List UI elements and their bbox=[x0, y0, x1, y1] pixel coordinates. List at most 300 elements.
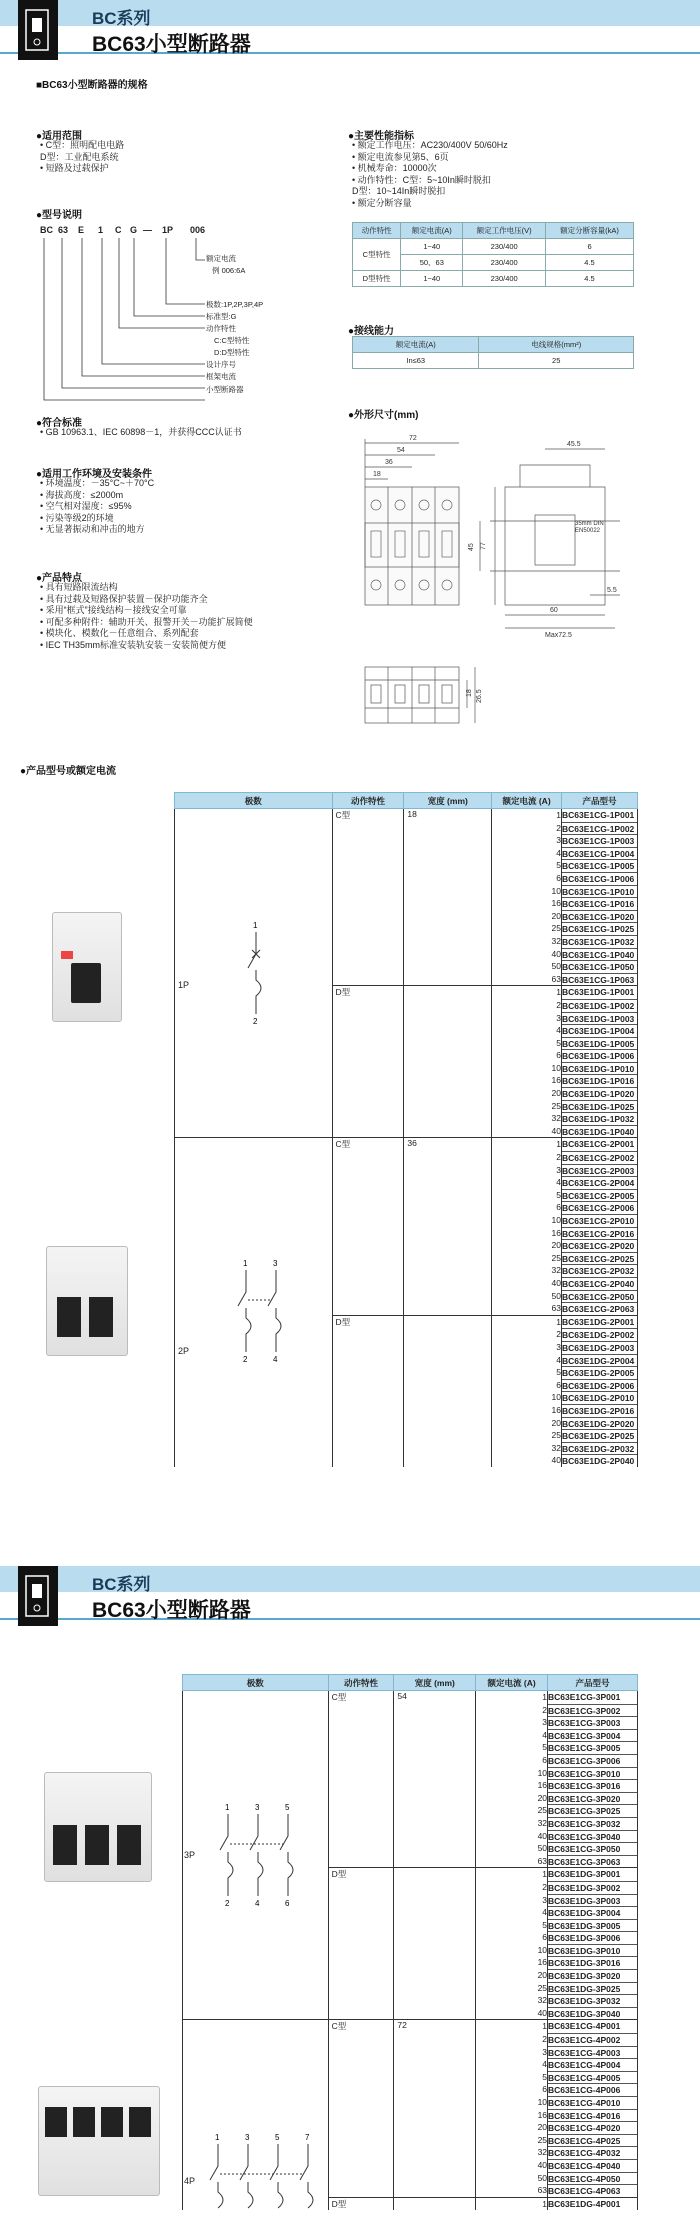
width-value: 18 bbox=[407, 809, 417, 819]
model-number: BC63E1CG-3P006 bbox=[548, 1754, 637, 1767]
rated-current: 16 bbox=[551, 898, 561, 909]
width-cell bbox=[404, 986, 492, 1138]
rated-current: 40 bbox=[551, 1455, 561, 1466]
model-number: BC63E1CG-2P063 bbox=[562, 1302, 637, 1315]
rated-current: 4 bbox=[542, 2059, 548, 2070]
model-cell bbox=[561, 1315, 637, 1467]
current-cell bbox=[492, 809, 562, 986]
terminal-label: 1 bbox=[253, 921, 258, 930]
model-number: BC63E1DG-2P006 bbox=[562, 1379, 637, 1392]
rated-current: 3 bbox=[556, 835, 561, 846]
cell: 1~40 bbox=[401, 239, 463, 255]
rated-current: 2 bbox=[556, 822, 561, 833]
column-header: 动作特性 bbox=[332, 793, 404, 809]
product-image-2p bbox=[46, 1246, 128, 1356]
rated-current: 40 bbox=[537, 2159, 548, 2170]
current-cell bbox=[476, 2020, 548, 2197]
breaker-logo-icon bbox=[18, 0, 58, 60]
cell: D型特性 bbox=[353, 271, 401, 287]
model-number: BC63E1CG-4P032 bbox=[548, 2146, 637, 2159]
column-header: 额定电流 (A) bbox=[476, 1675, 548, 1691]
dim-din: 35mm DIN bbox=[575, 521, 604, 527]
model-number: BC63E1DG-1P004 bbox=[562, 1024, 637, 1037]
page-title: BC63小型断路器 bbox=[92, 1599, 251, 1622]
table-row bbox=[353, 353, 634, 369]
env-line: • 空气相对湿度：≤95% bbox=[40, 501, 132, 511]
cell: 230/400 bbox=[463, 271, 546, 287]
rated-current: 25 bbox=[551, 1252, 561, 1263]
column-header: 动作特性 bbox=[328, 1675, 394, 1691]
model-number: BC63E1DG-1P040 bbox=[562, 1125, 637, 1138]
current-cell bbox=[492, 1315, 562, 1467]
model-cell bbox=[561, 1138, 637, 1315]
note-d: D:D型特性 bbox=[214, 348, 250, 357]
feature-line: • 采用“框式”接线结构－接线安全可靠 bbox=[40, 605, 187, 615]
rated-current: 16 bbox=[551, 1404, 561, 1415]
model-number: BC63E1DG-3P001 bbox=[548, 1869, 621, 1880]
width-value: 54 bbox=[397, 1691, 407, 1701]
model-number: BC63E1CG-2P006 bbox=[562, 1201, 637, 1214]
model-number: BC63E1CG-2P025 bbox=[562, 1252, 637, 1265]
width-value: 36 bbox=[407, 1138, 417, 1149]
wiring-table bbox=[352, 336, 634, 369]
rated-current: 16 bbox=[551, 1075, 561, 1086]
rated-current: 40 bbox=[551, 1277, 561, 1288]
terminal-label: 2 bbox=[225, 1899, 230, 1908]
terminal-label: 1 bbox=[215, 2133, 220, 2142]
model-number: BC63E1CG-3P002 bbox=[548, 1704, 637, 1717]
rated-current: 25 bbox=[537, 1805, 548, 1816]
model-number: BC63E1DG-1P025 bbox=[562, 1100, 637, 1113]
model-number: BC63E1CG-1P050 bbox=[562, 960, 637, 973]
rated-current: 2 bbox=[556, 999, 561, 1010]
dim-18-bottom: 18 bbox=[466, 689, 473, 697]
model-number: BC63E1DG-1P016 bbox=[562, 1074, 637, 1087]
model-number: BC63E1DG-2P032 bbox=[562, 1442, 637, 1455]
scope-line: D型：工业配电系统 bbox=[40, 151, 119, 162]
perf-title: ●主要性能指标 bbox=[348, 131, 415, 142]
rated-current: 40 bbox=[537, 2007, 548, 2018]
current-cell bbox=[476, 1868, 548, 2020]
model-number: BC63E1CG-1P004 bbox=[562, 847, 637, 860]
wiring-symbol-2p bbox=[228, 1256, 298, 1366]
dim-36: 36 bbox=[385, 459, 393, 466]
rated-current: 1 bbox=[556, 810, 561, 820]
model-note: 额定电流 bbox=[206, 254, 236, 263]
model-number: BC63E1DG-1P005 bbox=[562, 1037, 637, 1050]
poles-label-4p: 4P bbox=[184, 2176, 196, 2186]
trip-type-label: D型 bbox=[331, 1869, 347, 1880]
rated-current: 20 bbox=[537, 1970, 548, 1981]
model-number: BC63E1DG-2P005 bbox=[562, 1366, 637, 1379]
rated-current: 1 bbox=[542, 1869, 548, 1880]
model-number: BC63E1DG-1P010 bbox=[562, 1062, 637, 1075]
rated-current: 63 bbox=[551, 973, 561, 984]
model-number: BC63E1CG-2P001 bbox=[561, 1139, 635, 1150]
rated-current: 32 bbox=[537, 1817, 548, 1828]
model-number: BC63E1DG-4P001 bbox=[548, 2198, 621, 2209]
table-header-row bbox=[353, 223, 634, 239]
current-cell bbox=[476, 1691, 548, 1868]
rated-current: 4 bbox=[542, 1729, 548, 1740]
product-image-3p bbox=[44, 1772, 152, 1882]
column-header: 产品型号 bbox=[548, 1675, 638, 1691]
perf-line: D型：10~14In瞬时脱扣 bbox=[352, 186, 446, 196]
rated-current: 63 bbox=[537, 1855, 548, 1866]
code-part: BC bbox=[40, 225, 53, 235]
model-number: BC63E1CG-1P040 bbox=[562, 948, 637, 961]
model-number: BC63E1CG-1P016 bbox=[562, 897, 637, 910]
rated-current: 40 bbox=[537, 1830, 548, 1841]
rated-current: 4 bbox=[556, 1354, 561, 1365]
rated-current: 2 bbox=[556, 1152, 561, 1163]
model-number: BC63E1CG-4P063 bbox=[548, 2184, 637, 2197]
rated-current: 2 bbox=[542, 1881, 548, 1892]
cell: In≤63 bbox=[353, 353, 479, 369]
terminal-label: 3 bbox=[273, 1259, 278, 1268]
trip-type-cell bbox=[332, 1138, 404, 1315]
list-title: ●产品型号或额定电流 bbox=[20, 766, 117, 777]
code-part: 006 bbox=[190, 225, 206, 235]
column-header: 宽度 (mm) bbox=[404, 793, 492, 809]
model-number: BC63E1DG-3P016 bbox=[548, 1956, 637, 1969]
wiring-symbol-3p bbox=[216, 1800, 306, 1910]
note-frame: 框架电流 bbox=[206, 372, 236, 381]
poles-label-3p: 3P bbox=[184, 1850, 196, 1860]
model-number: BC63E1DG-2P016 bbox=[562, 1404, 637, 1417]
rated-current: 50 bbox=[551, 1290, 561, 1301]
rated-current: 10 bbox=[537, 2097, 548, 2107]
table-row bbox=[353, 271, 634, 287]
model-number: BC63E1CG-2P032 bbox=[562, 1264, 637, 1277]
trip-type-cell bbox=[328, 1868, 394, 2020]
terminal-label: 2 bbox=[243, 1355, 248, 1364]
column-header: 极数 bbox=[175, 793, 333, 809]
rated-current: 6 bbox=[556, 872, 561, 883]
standard-title: ●符合标准 bbox=[36, 418, 83, 429]
rated-current: 6 bbox=[542, 1754, 548, 1765]
model-number: BC63E1CG-3P050 bbox=[548, 1842, 637, 1855]
feature-line: • 可配多种附件：辅助开关、报警开关－功能扩展简便 bbox=[40, 616, 253, 627]
note-design: 设计序号 bbox=[206, 360, 236, 369]
cell: 230/400 bbox=[463, 239, 546, 255]
model-number: BC63E1DG-2P020 bbox=[562, 1417, 637, 1430]
code-part: — bbox=[143, 225, 152, 235]
rated-current: 50 bbox=[551, 961, 561, 972]
rated-current: 25 bbox=[551, 1100, 561, 1111]
cell: 1~40 bbox=[401, 271, 463, 287]
perf-list bbox=[352, 140, 508, 209]
spec-title: ■BC63小型断路器的规格 bbox=[36, 80, 148, 91]
rated-current: 10 bbox=[551, 1215, 561, 1225]
note-mcb: 小型断路器 bbox=[206, 385, 244, 394]
model-number: BC63E1DG-3P032 bbox=[548, 1994, 637, 2007]
model-notes bbox=[206, 253, 245, 277]
column-header: 额定工作电压(V) bbox=[463, 223, 546, 239]
note-standard: 标准型:G bbox=[206, 312, 237, 321]
table-header-row bbox=[183, 1675, 638, 1691]
trip-type-label: C型 bbox=[331, 1692, 347, 1702]
feature-line: • IEC TH35mm标准安装轨安装－安装简便方便 bbox=[40, 639, 226, 650]
model-number: BC63E1CG-3P032 bbox=[548, 1817, 637, 1830]
model-cell bbox=[548, 2197, 638, 2210]
code-part: 1P bbox=[162, 225, 174, 235]
rated-current: 10 bbox=[537, 1944, 548, 1955]
model-number: BC63E1DG-2P025 bbox=[562, 1429, 637, 1442]
rated-current: 6 bbox=[542, 2084, 548, 2095]
column-header: 额定电流(A) bbox=[401, 223, 463, 239]
rated-current: 10 bbox=[537, 1767, 548, 1778]
model-number: BC63E1CG-1P032 bbox=[562, 935, 637, 948]
rated-current: 1 bbox=[542, 2021, 548, 2032]
model-number: BC63E1CG-1P020 bbox=[562, 910, 637, 923]
rated-current: 1 bbox=[556, 987, 561, 998]
model-number: BC63E1CG-4P025 bbox=[548, 2134, 637, 2147]
model-number: BC63E1DG-2P010 bbox=[562, 1391, 637, 1404]
model-number: BC63E1CG-4P020 bbox=[548, 2121, 637, 2134]
rated-current: 5 bbox=[542, 1919, 548, 1930]
rated-current: 10 bbox=[551, 1062, 561, 1073]
rated-current: 3 bbox=[556, 1341, 561, 1352]
scope-line: • 短路及过载保护 bbox=[40, 163, 109, 173]
model-number: BC63E1DG-1P003 bbox=[562, 1012, 637, 1025]
model-number: BC63E1CG-2P004 bbox=[562, 1176, 637, 1189]
column-header: 极数 bbox=[183, 1675, 329, 1691]
rated-current: 50 bbox=[537, 1843, 548, 1854]
model-number: BC63E1DG-1P002 bbox=[562, 999, 637, 1012]
dims-title: ●外形尺寸(mm) bbox=[348, 410, 419, 421]
feature-line: • 具有短路限流结构 bbox=[40, 582, 118, 592]
terminal-label: 1 bbox=[243, 1259, 248, 1268]
terminal-label: 4 bbox=[255, 1899, 260, 1908]
terminal-label: 5 bbox=[285, 1803, 290, 1812]
dim-26-5: 26.5 bbox=[476, 689, 483, 703]
env-line: • 无显著振动和冲击的地方 bbox=[40, 524, 145, 534]
scope-title: ●适用范围 bbox=[36, 131, 83, 142]
model-number: BC63E1CG-3P003 bbox=[548, 1716, 637, 1729]
rated-current: 1 bbox=[556, 1316, 561, 1327]
width-cell bbox=[394, 2197, 476, 2210]
env-title: ●适用工作环境及安装条件 bbox=[36, 469, 153, 480]
env-line: • 海拔高度：≤2000m bbox=[40, 489, 124, 500]
model-number: BC63E1CG-2P016 bbox=[562, 1227, 637, 1240]
rated-current: 50 bbox=[537, 2172, 548, 2183]
model-number: BC63E1CG-4P003 bbox=[548, 2046, 637, 2059]
cell: 50、63 bbox=[401, 255, 463, 271]
series-label: BC系列 bbox=[92, 9, 151, 28]
model-number: BC63E1DG-3P006 bbox=[548, 1931, 637, 1944]
code-part: E bbox=[78, 225, 85, 235]
model-number: BC63E1CG-1P001 bbox=[561, 810, 635, 820]
dimension-drawing bbox=[345, 425, 655, 755]
model-number: BC63E1DG-3P010 bbox=[548, 1944, 637, 1957]
terminal-label: 3 bbox=[245, 2133, 250, 2142]
feature-line: • 模块化、模数化－任意组合、系列配套 bbox=[40, 628, 199, 638]
model-number: BC63E1CG-3P016 bbox=[548, 1779, 637, 1792]
model-cell bbox=[548, 1868, 638, 2020]
rated-current: 5 bbox=[542, 2071, 548, 2082]
rated-current: 4 bbox=[556, 847, 561, 858]
rated-current: 16 bbox=[537, 1780, 548, 1791]
model-cell bbox=[548, 2020, 638, 2197]
env-line: • 污染等级2的环境 bbox=[40, 512, 114, 523]
dim-72: 72 bbox=[409, 435, 417, 442]
model-number: BC63E1CG-3P020 bbox=[548, 1792, 637, 1805]
rated-current: 63 bbox=[551, 1303, 561, 1314]
code-part: C bbox=[115, 225, 122, 235]
product-image-1p bbox=[52, 912, 122, 1022]
rated-current: 25 bbox=[551, 923, 561, 934]
model-number: BC63E1CG-3P063 bbox=[548, 1855, 637, 1868]
cell: 4.5 bbox=[546, 271, 634, 287]
rated-current: 40 bbox=[551, 948, 561, 959]
rated-current: 2 bbox=[542, 1704, 548, 1715]
model-number: BC63E1DG-1P020 bbox=[562, 1087, 637, 1100]
wiring-symbol-4p bbox=[206, 2130, 326, 2210]
model-number: BC63E1DG-3P003 bbox=[548, 1894, 637, 1907]
column-header: 电线规格(mm²) bbox=[479, 337, 634, 353]
standard-line: • GB 10963.1、IEC 60898－1，并获得CCC认证书 bbox=[40, 427, 242, 437]
rated-current: 5 bbox=[542, 1742, 548, 1753]
width-cell bbox=[404, 1138, 492, 1315]
perf-line: • 动作特性：C型：5~10In瞬时脱扣 bbox=[352, 174, 491, 185]
column-header: 额定电流(A) bbox=[353, 337, 479, 353]
model-number: BC63E1CG-1P005 bbox=[562, 859, 637, 872]
trip-type-label: C型 bbox=[335, 1139, 351, 1150]
model-number: BC63E1CG-1P010 bbox=[562, 885, 637, 898]
poles-label-1p: 1P bbox=[178, 980, 190, 990]
column-header: 额定分断容量(kA) bbox=[546, 223, 634, 239]
rated-current: 1 bbox=[542, 2198, 548, 2209]
product-table-body bbox=[175, 809, 638, 1467]
trip-type-label: D型 bbox=[331, 2198, 347, 2209]
cell: 6 bbox=[546, 239, 634, 255]
rated-current: 3 bbox=[556, 1012, 561, 1023]
rated-current: 20 bbox=[537, 1792, 548, 1803]
model-number: BC63E1CG-1P002 bbox=[562, 822, 637, 835]
model-number: BC63E1DG-2P002 bbox=[562, 1328, 637, 1341]
model-number: BC63E1DG-3P004 bbox=[548, 1906, 637, 1919]
model-number: BC63E1CG-1P063 bbox=[562, 973, 637, 986]
cell: 230/400 bbox=[463, 255, 546, 271]
trip-type-cell bbox=[328, 2197, 394, 2210]
rated-current: 4 bbox=[542, 1907, 548, 1918]
rated-current: 32 bbox=[551, 1113, 561, 1124]
terminal-label: 7 bbox=[305, 2133, 310, 2142]
model-number: BC63E1CG-4P010 bbox=[548, 2096, 637, 2109]
current-cell bbox=[492, 1138, 562, 1315]
scope-list bbox=[40, 140, 124, 175]
model-number: BC63E1DG-3P002 bbox=[548, 1881, 637, 1894]
rated-current: 20 bbox=[551, 1240, 561, 1251]
code-part: 63 bbox=[58, 225, 69, 235]
rated-current: 20 bbox=[551, 1417, 561, 1428]
trip-type-label: C型 bbox=[331, 2021, 347, 2032]
rated-current: 25 bbox=[551, 1430, 561, 1441]
scope-line: • C型：照明配电电路 bbox=[40, 140, 125, 150]
model-title: ●型号说明 bbox=[36, 210, 83, 221]
model-number: BC63E1CG-3P010 bbox=[548, 1767, 637, 1780]
rated-current: 4 bbox=[556, 1025, 561, 1036]
rated-current: 16 bbox=[551, 1227, 561, 1238]
env-line: • 环境温度：－35°C~＋70°C bbox=[40, 478, 155, 488]
width-cell bbox=[404, 809, 492, 986]
width-cell bbox=[394, 1691, 476, 1868]
rated-current: 40 bbox=[551, 1125, 561, 1136]
rated-current: 6 bbox=[556, 1050, 561, 1061]
model-number: BC63E1CG-1P006 bbox=[562, 872, 637, 885]
width-cell bbox=[394, 2020, 476, 2197]
series-label: BC系列 bbox=[92, 1575, 151, 1594]
column-header: 宽度 (mm) bbox=[394, 1675, 476, 1691]
poles-label-2p: 2P bbox=[178, 1346, 190, 1356]
rated-current: 63 bbox=[537, 2185, 548, 2196]
cell: C型特性 bbox=[353, 239, 401, 271]
page-header bbox=[0, 0, 700, 62]
model-number: BC63E1CG-4P040 bbox=[548, 2159, 637, 2172]
model-number: BC63E1DG-2P003 bbox=[562, 1341, 637, 1354]
trip-type-label: D型 bbox=[335, 1316, 351, 1327]
model-number: BC63E1CG-4P050 bbox=[548, 2172, 637, 2185]
rated-current: 5 bbox=[556, 1367, 561, 1378]
terminal-label: 5 bbox=[275, 2133, 280, 2142]
model-number: BC63E1CG-1P025 bbox=[562, 922, 637, 935]
note-poles: 极数:1P,2P,3P,4P bbox=[206, 300, 264, 309]
rated-current: 20 bbox=[551, 910, 561, 921]
width-value: 72 bbox=[397, 2020, 407, 2031]
cell: 25 bbox=[479, 353, 634, 369]
rated-current: 32 bbox=[551, 935, 561, 946]
rated-current: 1 bbox=[556, 1139, 561, 1150]
model-number: BC63E1DG-1P032 bbox=[562, 1112, 637, 1125]
model-number: BC63E1CG-3P005 bbox=[548, 1741, 637, 1754]
rated-current: 10 bbox=[551, 885, 561, 896]
model-number: BC63E1CG-3P040 bbox=[548, 1830, 637, 1843]
breaker-logo-icon bbox=[18, 1566, 58, 1626]
rated-current: 32 bbox=[537, 1995, 548, 2006]
dim-54: 54 bbox=[397, 447, 405, 454]
dim-18: 18 bbox=[373, 471, 381, 478]
terminal-label: 3 bbox=[255, 1803, 260, 1812]
rated-current: 4 bbox=[556, 1177, 561, 1188]
model-number: BC63E1CG-4P002 bbox=[548, 2033, 637, 2046]
terminal-label: 1 bbox=[225, 1803, 230, 1812]
model-number: BC63E1CG-4P016 bbox=[548, 2109, 637, 2122]
table-header-row bbox=[353, 337, 634, 353]
trip-type-cell bbox=[332, 809, 404, 986]
model-number: BC63E1CG-2P010 bbox=[562, 1214, 637, 1227]
terminal-label: 4 bbox=[273, 1355, 278, 1364]
rated-current: 5 bbox=[556, 1189, 561, 1200]
rated-current: 32 bbox=[551, 1265, 561, 1276]
rated-current: 6 bbox=[556, 1202, 561, 1213]
rated-current: 5 bbox=[556, 860, 561, 871]
rated-current: 6 bbox=[556, 1379, 561, 1390]
dim-45-5: 45.5 bbox=[567, 441, 581, 448]
rated-current: 16 bbox=[537, 1957, 548, 1968]
terminal-label: 6 bbox=[285, 1899, 290, 1908]
model-number: BC63E1CG-4P001 bbox=[548, 2021, 621, 2032]
model-number: BC63E1DG-3P025 bbox=[548, 1982, 637, 1995]
model-cell bbox=[561, 986, 637, 1138]
breaking-capacity-table bbox=[352, 222, 634, 287]
model-number: BC63E1DG-1P006 bbox=[562, 1049, 637, 1062]
model-number: BC63E1CG-1P003 bbox=[562, 834, 637, 847]
rated-current: 25 bbox=[537, 1982, 548, 1993]
cell: 4.5 bbox=[546, 255, 634, 271]
model-note: 例 006:6A bbox=[212, 266, 246, 275]
trip-type-label: C型 bbox=[335, 810, 351, 820]
